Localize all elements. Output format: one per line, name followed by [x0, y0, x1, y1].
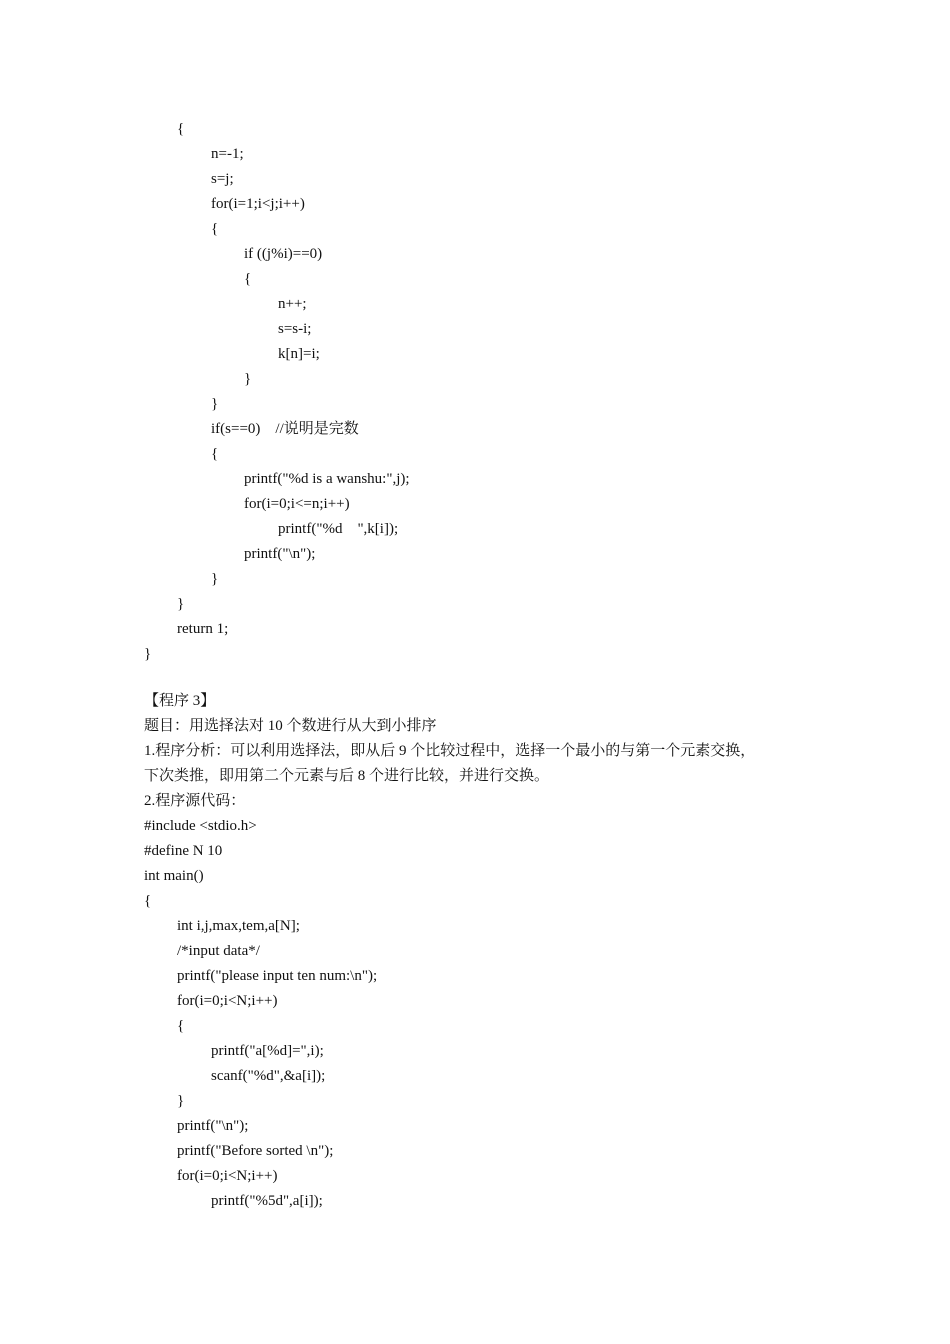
- code-line: int main(): [144, 868, 204, 884]
- code-line: }: [211, 396, 219, 412]
- code-line: int i,j,max,tem,a[N];: [177, 918, 300, 934]
- code-line: for(i=1;i<j;i++): [211, 196, 305, 212]
- code-line: {: [177, 1018, 185, 1034]
- code-line: s=j;: [211, 171, 234, 187]
- code-line: printf("%5d",a[i]);: [211, 1193, 323, 1209]
- code-line: {: [144, 893, 152, 909]
- code-line: printf("Before sorted \n");: [177, 1143, 334, 1159]
- problem-title: 题目：用选择法对 10 个数进行从大到小排序: [144, 718, 437, 734]
- code-line: }: [144, 646, 152, 662]
- code-line: s=s-i;: [278, 321, 312, 337]
- code-line: if ((j%i)==0): [244, 246, 323, 262]
- code-line: for(i=0;i<N;i++): [177, 993, 278, 1009]
- source-code-label: 2.程序源代码：: [144, 793, 246, 809]
- code-line: }: [177, 1093, 185, 1109]
- code-line: n=-1;: [211, 146, 244, 162]
- code-line: printf("\n");: [177, 1118, 249, 1134]
- code-line: {: [244, 271, 252, 287]
- code-line: /*input data*/: [177, 943, 260, 959]
- code-line: for(i=0;i<=n;i++): [244, 496, 350, 512]
- code-line: scanf("%d",&a[i]);: [211, 1068, 326, 1084]
- code-line: n++;: [278, 296, 307, 312]
- code-line: {: [211, 221, 219, 237]
- section-heading: 【程序 3】: [144, 693, 216, 709]
- code-line: {: [177, 121, 185, 137]
- code-line: printf("%d is a wanshu:",j);: [244, 471, 410, 487]
- code-line: return 1;: [177, 621, 229, 637]
- code-line: printf("a[%d]=",i);: [211, 1043, 324, 1059]
- code-line: #include <stdio.h>: [144, 818, 257, 834]
- code-line: }: [211, 571, 219, 587]
- analysis-text: 1.程序分析：可以利用选择法，即从后 9 个比较过程中，选择一个最小的与第一个元素交换，: [144, 743, 756, 759]
- code-line: printf("\n");: [244, 546, 316, 562]
- code-line: for(i=0;i<N;i++): [177, 1168, 278, 1184]
- code-line: printf("please input ten num:\n");: [177, 968, 378, 984]
- code-line: }: [177, 596, 185, 612]
- code-line: printf("%d ",k[i]);: [278, 521, 399, 537]
- code-line: k[n]=i;: [278, 346, 320, 362]
- code-line: if(s==0) //说明是完数: [211, 421, 359, 437]
- code-line: {: [211, 446, 219, 462]
- analysis-text: 下次类推，即用第二个元素与后 8 个进行比较，并进行交换。: [144, 768, 550, 784]
- code-line: }: [244, 371, 252, 387]
- code-line: #define N 10: [144, 843, 223, 859]
